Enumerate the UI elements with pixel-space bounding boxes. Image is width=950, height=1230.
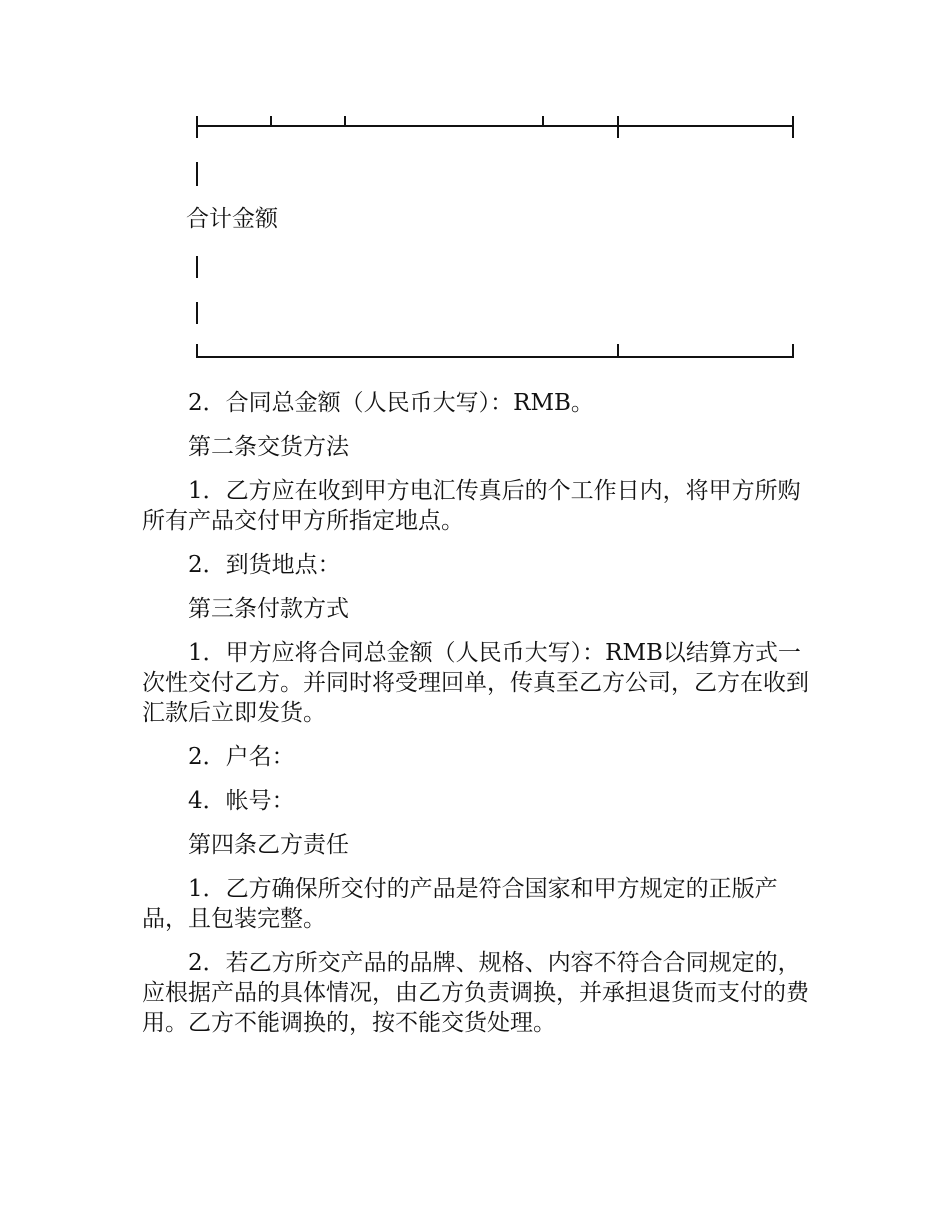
paragraph: 1．甲方应将合同总金额（人民币大写）：RMB以结算方式一次性交付乙方。并同时将受理回单，传真至乙方公司，乙方在收到汇款后立即发货。 [142, 640, 809, 726]
paragraph: 2．到货地点： [188, 552, 341, 578]
table-tick [344, 116, 346, 127]
paragraph: 1．乙方确保所交付的产品是符合国家和甲方规定的正版产品，且包装完整。 [142, 876, 778, 932]
contract-body [142, 388, 814, 1052]
table-tick [270, 116, 272, 127]
total-amount-label: 合计金额 [186, 206, 278, 232]
paragraph: 2．户名： [188, 744, 295, 770]
table-top-border [196, 125, 794, 127]
table-left-border [196, 256, 198, 278]
table-bottom-border [196, 356, 794, 358]
table-tick [617, 116, 619, 138]
section-heading: 第三条付款方式 [188, 596, 349, 622]
paragraph: 4．帐号： [188, 788, 295, 814]
paragraph: 1．乙方应在收到甲方电汇传真后的个工作日内，将甲方所购所有产品交付甲方所指定地点。 [142, 478, 801, 534]
table-left-border [196, 162, 198, 186]
section-heading: 第四条乙方责任 [188, 832, 349, 858]
table-tick [792, 116, 794, 138]
paragraph: 2．若乙方所交产品的品牌、规格、内容不符合合同规定的，应根据产品的具体情况，由乙方负责调换，并承担退货而支付的费用。乙方不能调换的，按不能交货处理。 [142, 950, 809, 1036]
table-tick [792, 344, 794, 358]
table-tick [617, 344, 619, 358]
table-left-border [196, 302, 198, 324]
paragraph: 2．合同总金额（人民币大写）：RMB。 [188, 390, 594, 416]
table-tick [196, 116, 198, 138]
section-heading: 第二条交货方法 [188, 434, 349, 460]
table-tick [542, 116, 544, 127]
